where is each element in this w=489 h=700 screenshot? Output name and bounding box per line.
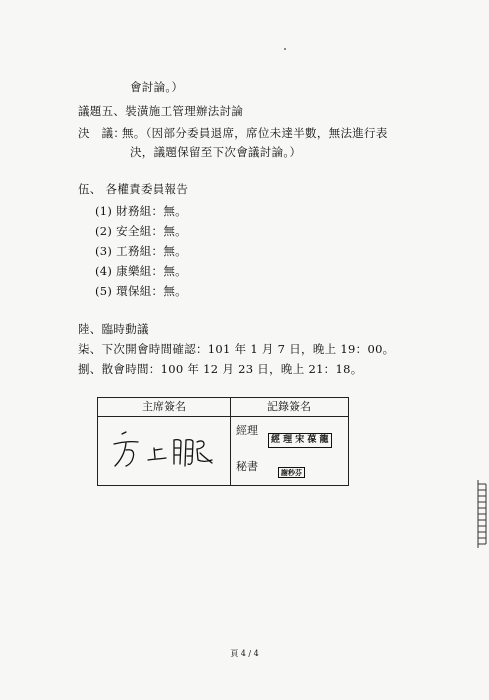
secretary-role-label: 秘書 bbox=[236, 460, 258, 473]
scan-speck bbox=[284, 48, 286, 50]
signature-table bbox=[97, 397, 349, 486]
secretary-seal-stamp: 謝秒芬 bbox=[278, 467, 305, 478]
recorder-signature-header: 記錄簽名 bbox=[267, 400, 311, 413]
chair-handwritten-signature bbox=[108, 422, 220, 478]
report-item: (3) 工務組：無。 bbox=[95, 244, 187, 258]
table-divider-vertical bbox=[230, 398, 231, 485]
table-divider-horizontal bbox=[98, 416, 348, 417]
report-item: (4) 康樂組：無。 bbox=[95, 264, 187, 278]
decision-text-line-1: 無。（因部分委員退席，席位未達半數，無法進行表 bbox=[122, 126, 388, 140]
agenda-item-5-title: 議題五、裝潢施工管理辦法討論 bbox=[78, 104, 244, 118]
decision-label: 決 議： bbox=[78, 126, 126, 140]
chair-signature-header: 主席簽名 bbox=[142, 400, 186, 413]
manager-role-label: 經理 bbox=[236, 424, 258, 437]
section-5-title: 伍、 各權責委員報告 bbox=[78, 182, 189, 196]
report-item: (5) 環保組：無。 bbox=[95, 284, 187, 298]
report-item: (2) 安全組：無。 bbox=[95, 224, 187, 238]
binding-edge-mark bbox=[475, 478, 489, 550]
decision-text-line-2: 決，議題保留至下次會議討論。） bbox=[130, 145, 302, 159]
report-item: (1) 財務組：無。 bbox=[95, 204, 187, 218]
continued-text: 會討論。） bbox=[130, 80, 184, 94]
manager-seal-stamp: 經 理 宋 葆 龍 bbox=[268, 433, 332, 448]
section-8-adjourn-time: 捌、散會時間：100 年 12 月 23 日，晚上 21：18。 bbox=[78, 362, 363, 376]
page-number: 頁 4 / 4 bbox=[230, 649, 259, 658]
section-7-next-meeting: 柒、下次開會時間確認：101 年 1 月 7 日，晚上 19：00。 bbox=[78, 342, 395, 356]
section-6-title: 陸、臨時動議 bbox=[78, 322, 149, 336]
